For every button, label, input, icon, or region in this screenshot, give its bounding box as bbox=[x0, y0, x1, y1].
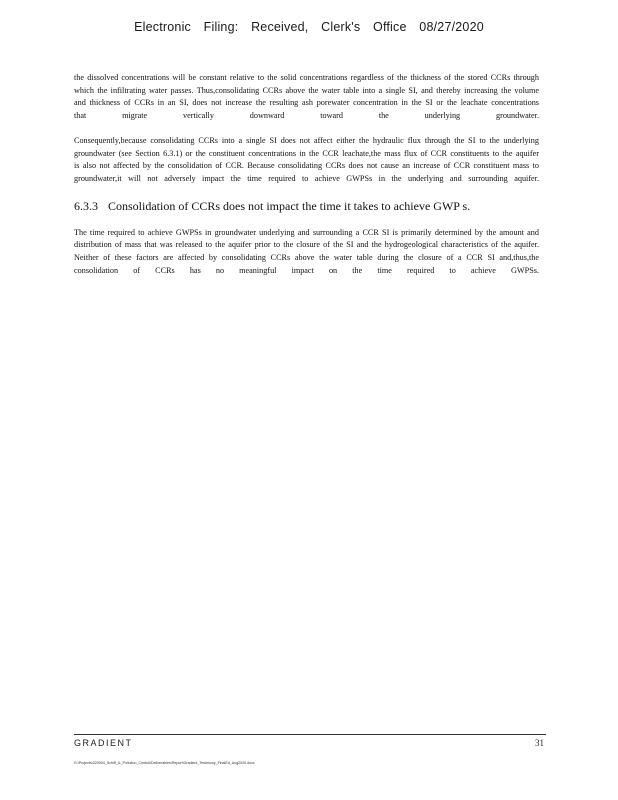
footer-divider bbox=[74, 734, 546, 735]
section-title: Consolidation of CCRs does not impact the time it takes to achieve GWP s. bbox=[108, 198, 471, 213]
document-body bbox=[74, 72, 539, 289]
paragraph-1: the dissolved concentrations will be constant relative to the solid concentrations regardless of the thickness of the stored CCRs through which the infiltrating water passes. Thus,consolidating CCRs above the water table into a single SI, and thereby increasing the volume and thickness of CCRs in an SI, does not increase the resulting ash porewater concentration in the SI or the leachate concentrations that migrate vertically downward toward the underlying groundwater. bbox=[74, 73, 539, 121]
page-number: 31 bbox=[535, 738, 544, 748]
electronic-filing-header: Electronic Filing: Received, Clerk's Office 08/27/2020 bbox=[134, 20, 484, 34]
section-paragraph: The time required to achieve GWPSs in groundwater underlying and surrounding a CCR SI is primarily determined by the amount and distribution of mass that was released to the aquifer prior to the closure of the SI and the hydrogeological characteristics of the aquifer. Neither of these factors are affected by consolidating CCRs above the water table during the closure of a CCR SI and,thus,the consolidation of CCRs has no meaningful impact on the time required to achieve GWPSs. bbox=[74, 227, 539, 275]
section-heading bbox=[74, 198, 539, 214]
gradient-logo: GRADIENT bbox=[74, 738, 133, 748]
section-number: 6.3.3 bbox=[74, 198, 98, 213]
file-path: G:\Projects\220004_Schiff_IL_Pollution_Control\Deliverables\Report\Gradient_Testimony_FinalEd_Aug2020.docx bbox=[74, 761, 255, 765]
paragraph-2: Consequently,because consolidating CCRs into a single SI does not affect either the hydraulic flux through the SI to the underlying groundwater (see Section 6.3.1) or the constituent concentrations in the CCR leachate,the mass flux of CCR constituents to the aquifer is also not affected by the consolidation of CCR. Because consolidating CCRs does not cause an increase of CCR constituent mass to groundwater,it will not adversely impact the time required to achieve GWPSs in the underlying and surrounding aquifer. bbox=[74, 135, 539, 183]
